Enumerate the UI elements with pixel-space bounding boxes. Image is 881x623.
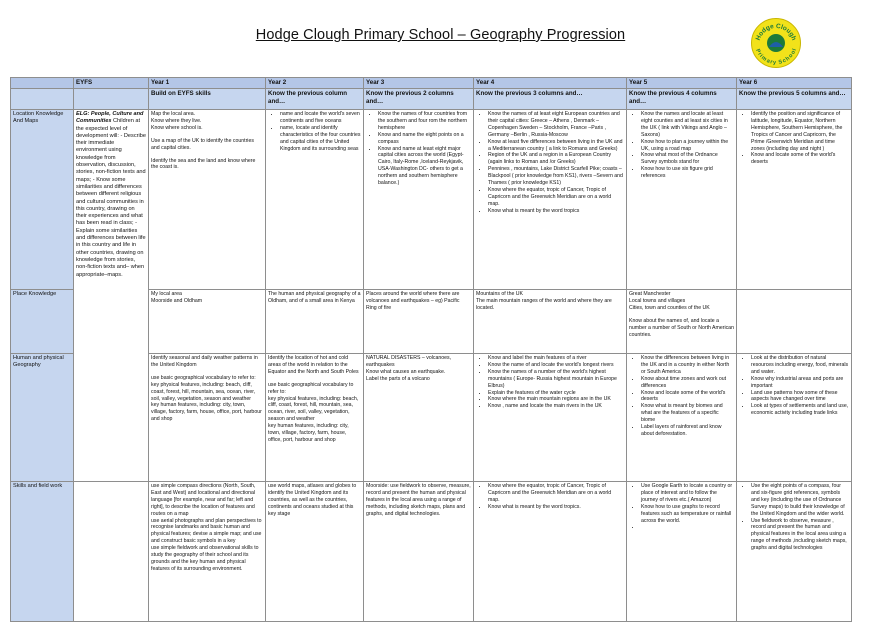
list-item: • Region of the UK and a region in a European Country (again links to Roman and /or Greeks) — [488, 152, 624, 166]
list-item — [641, 524, 734, 531]
text-line: use aerial photographs and plan perspectives to recognise landmarks and basic human and physical features; devise a simple map; and use and construct basic symbols in a key — [151, 517, 262, 545]
list-item: • Use Google Earth to locate a country or place of interest and to follow the journey of rivers etc.( Amazon) — [641, 483, 734, 504]
natural-disasters-heading: NATURAL DISASTERS – volcanoes, earthquakes — [366, 355, 452, 368]
place-y1 — [149, 290, 266, 354]
loc-y5 — [627, 110, 737, 290]
list-item: • Know why industrial areas and ports are important — [751, 376, 849, 390]
school-logo — [751, 18, 801, 68]
row-head-human: Human and physical Geography — [11, 354, 74, 482]
intro-eyfs — [74, 89, 149, 110]
list-item: • Use fieldwork to observe, measure , record and present the human and physical features in the local area using a range of methods ,including sketch maps, graphs and digital technologies — [751, 518, 849, 553]
loc-y4 — [474, 110, 627, 290]
text-line: Moorside and Oldham — [151, 297, 203, 304]
header-year-4: Year 4 — [474, 78, 627, 89]
list-item: • Know what most of the Ordnance Survey symbols stand for — [641, 152, 734, 166]
text-line: Know where they live. — [151, 117, 202, 124]
list-item: • Know at least five differences between living in the UK and a Mediterranean country ( a link to Romans and Greeks) — [488, 139, 624, 153]
text-line: use simple compass directions (North, South, East and West) and locational and directional language [for example, near and far; left and right], to describe the location of features and routes on a map — [151, 483, 256, 517]
skills-y2 — [266, 482, 364, 622]
list-item: • Explain the features of the water cycle — [488, 390, 624, 397]
list-item: • Know and label the main features of a river — [488, 355, 624, 362]
intro-year-5: Know the previous 4 columns and… — [627, 89, 737, 110]
text-line: Know about the names of, and locate a number a number of South or North American countries. — [629, 317, 734, 338]
text-line: Identify seasonal and daily weather patterns in the United Kingdom — [151, 355, 258, 368]
text-line: Local towns and villages — [629, 297, 686, 304]
header-year-1: Year 1 — [149, 78, 266, 89]
text-line: Identify the location of hot and cold areas of the world in relation to the Equator and the North and South Poles — [268, 355, 359, 375]
list-item: • Land use patterns how some of these aspects have changed over time — [751, 390, 849, 404]
text-line: Identify the sea and the land and know where the coast is. — [151, 157, 256, 171]
list-item: • Look at the distribution of natural resources including energy, food, minerals and water. — [751, 355, 849, 376]
eyfs-cell — [74, 110, 149, 482]
text-line: Places around the world where there are volcanoes and earthquakes – eg) Pacific Ring of fire — [366, 291, 460, 311]
list-item: • Know and locate some of the world's deserts — [751, 152, 849, 166]
row-head-skills: Skills and field work — [11, 482, 74, 622]
header-year-2: Year 2 — [266, 78, 364, 89]
header-year-5: Year 5 — [627, 78, 737, 89]
loc-y3 — [364, 110, 474, 290]
list-item: • name, locate and identify characteristics of the four countries and capital cities of the United Kingdom and its surrounding seas — [280, 125, 361, 153]
skills-y6 — [737, 482, 852, 622]
row-location-knowledge — [11, 110, 852, 290]
skills-y3 — [364, 482, 474, 622]
text-line: Mountains of the UK — [476, 291, 524, 297]
intro-year-2: Know the previous column and… — [266, 89, 364, 110]
list-item: • Know the names of four countries from the southern and four rom the northern hemisphere — [378, 111, 471, 132]
list-item: • Know , name and locate the main rivers in the UK — [488, 403, 624, 410]
list-item: • Know what is meant by biomes and what are the features of a specific biome — [641, 403, 734, 424]
text-line: key human features, including: city, town, village, factory, farm, house, office, port, harbour and shop — [151, 402, 262, 423]
skills-y5 — [627, 482, 737, 622]
list-item: • Know and name the eight points on a compass — [378, 132, 471, 146]
skills-eyfs — [74, 482, 149, 622]
text-line: Know what causes an earthquake. — [366, 368, 446, 375]
list-item: • Label layers of rainforest and know about deforestation. — [641, 424, 734, 438]
header-eyfs: EYFS — [74, 78, 149, 89]
text-line: use basic geographical vocabulary to refer to: — [268, 381, 354, 395]
list-item: • Know the names of a number of the world's highest mountains ( Europe- Russia highest mountain in Europe Elbrus) — [488, 369, 624, 390]
text-line: use world maps, atlases and globes to identify the United Kingdom and its countries, as well as the countries, continents and oceans studied at this key stage — [268, 483, 357, 517]
text-line: Map the local area. — [151, 111, 196, 117]
text-line: Moorside: use fieldwork to observe, measure, record and present the human and physical features in the local area using a range of methods, including sketch maps, plans and graphs, and digital technologies. — [366, 483, 471, 517]
list-item: • Know where the equator, tropic of Cancer, Tropic of Capricorn and the Greenwich Meridian are on a world map. — [488, 187, 624, 208]
list-item: • Know the differences between living in the UK and in a country in either North or South America — [641, 355, 734, 376]
list-item: • Know the name of and locate the world's longest rivers — [488, 362, 624, 369]
eyfs-elg: ELG: People, Culture and Communities — [76, 111, 144, 125]
loc-y6 — [737, 110, 852, 290]
intro-year-3: Know the previous 2 columns and… — [364, 89, 474, 110]
row-head-location: Location Knowledge And Maps — [11, 110, 74, 290]
text-line: key physical features, including: beach, cliff, coast, forest, hill, mountain, sea, ocean, river, soil, valley, vegetation, season and weather — [151, 381, 256, 402]
list-item: • Know how to plan a journey within the UK, using a road map — [641, 139, 734, 153]
list-item: • Know and name at least eight major capital cities across the world (Egypt-Cairo, Italy-Rome ,Iceland-Reykjavik, USA-Washington DC- others to get a northern and southern hemisphere balance.) — [378, 146, 471, 187]
text-line: My local area — [151, 291, 182, 297]
logo-text-bottom: Primary School — [754, 48, 798, 67]
text-line: The human and physical geography of a Oldham, and of a small area in Kenya — [268, 291, 361, 304]
list-item: • Know the names and locate at least eight counties and at least six cities in the UK ( link with Vikings and Anglo –Saxons) — [641, 111, 734, 139]
text-line: Know where school is. — [151, 124, 203, 131]
place-y6 — [737, 290, 852, 354]
place-y5 — [627, 290, 737, 354]
header-year-6: Year 6 — [737, 78, 852, 89]
list-item: • Know and locate some of the world's deserts — [641, 390, 734, 404]
text-line: Use a map of the UK to identify the countries and capital cities. — [151, 137, 254, 151]
text-line: Cities, town and counties of the UK — [629, 304, 710, 311]
list-item: • Know what is meant by the word tropics. — [488, 504, 624, 511]
page-title: Hodge Clough Primary School – Geography Progression — [255, 27, 626, 43]
list-item: • Know about time zones and work out differences — [641, 376, 734, 390]
intro-year-6: Know the previous 5 columns and… — [737, 89, 852, 110]
loc-y2 — [266, 110, 364, 290]
list-item: • Identify the position and significance of latitude, longitude, Equator, Northern Hemisphere, Southern Hemisphere, the Tropics of Cancer and Capricorn, the Prime /Greenwich Meridian and time zones (including day and night ) — [751, 111, 849, 152]
list-item: • Know how to use graphs to record features such as temperature or rainfall across the world. — [641, 504, 734, 525]
text-line: key human features, including: city, town, village, factory, farm, house, office, port, harbour and shop — [268, 423, 349, 443]
human-y2 — [266, 354, 364, 482]
human-y4 — [474, 354, 627, 482]
list-item: • Know where the equator, tropic of Cancer, Tropic of Capricorn and the Greenwich Meridian are on a world map. — [488, 483, 624, 504]
skills-y4 — [474, 482, 627, 622]
place-y4 — [474, 290, 627, 354]
year-header-row — [11, 78, 852, 89]
list-item: • Pennines , mountains, Lake District Scarfell Pike; coasts –Blackpool ( prior knowledge from KS1), rivers –Severn and Thames ( prior knowledge KS1) — [488, 166, 624, 187]
list-item: • Know the names of at least eight European countries and their capital cities: Greece – Athens , Denmark –Copenhagen Sweden – Stockholm, France –Paris , Germany –Berlin , Russia-Moscow — [488, 111, 624, 139]
row-skills-fieldwork — [11, 482, 852, 622]
text-line: Great Manchester — [629, 291, 671, 297]
eyfs-text: Children at the expected level of development will: - Describe their immediate environment using knowledge from observation, discussion, stories, non-fiction texts and maps; - Know some similarities and differences between different religious and cultural communities in this country, drawing on their experiences and what has been read in class; - Explain some similarities and differences between life in this country and life in other countries, drawing on knowledge from stories, non-fiction texts and– when appropriate–maps. — [76, 118, 146, 278]
list-item: • Know how to use six figure grid references — [641, 166, 734, 180]
logo-text-top: Hodge Clough — [754, 22, 798, 42]
list-item: • Look at types of settlements and land use, economic activity including trade links — [751, 403, 849, 417]
text-line: use simple fieldwork and observational skills to study the geography of their school and its grounds and the key human and physical features of its surrounding environment. — [151, 545, 259, 572]
text-line: key physical features, including: beach, cliff, coast, forest, hill, mountain, sea, ocean, river, soil, valley, vegetation, season and weather — [268, 395, 359, 423]
list-item: • Know where the main mountain regions are in the UK — [488, 396, 624, 403]
intro-year-4: Know the previous 3 columns and… — [474, 89, 627, 110]
text-line: Label the parts of a volcano — [366, 375, 430, 382]
progression-table — [10, 77, 852, 622]
place-y2 — [266, 290, 364, 354]
human-y3 — [364, 354, 474, 482]
intro-row — [11, 89, 852, 110]
list-item: • Use the eight points of a compass, four and six-figure grid references, symbols and key (including the use of Ordnance Survey maps) to build their knowledge of the United Kingdom and the wider world. — [751, 483, 849, 518]
header-cell — [11, 78, 74, 89]
human-y5 — [627, 354, 737, 482]
text-line: The main mountain ranges of the world and where they are located. — [476, 297, 612, 311]
list-item: • Know what is meant by the word tropics — [488, 208, 624, 215]
human-y6 — [737, 354, 852, 482]
intro-cell — [11, 89, 74, 110]
skills-y1 — [149, 482, 266, 622]
list-item: • name and locate the world's seven continents and five oceans — [280, 111, 361, 125]
human-y1 — [149, 354, 266, 482]
place-y3 — [364, 290, 474, 354]
text-line: use basic geographical vocabulary to refer to: — [151, 374, 256, 381]
header-year-3: Year 3 — [364, 78, 474, 89]
row-head-place: Place Knowledge — [11, 290, 74, 354]
intro-year-1: Build on EYFS skills — [149, 89, 266, 110]
loc-y1 — [149, 110, 266, 290]
